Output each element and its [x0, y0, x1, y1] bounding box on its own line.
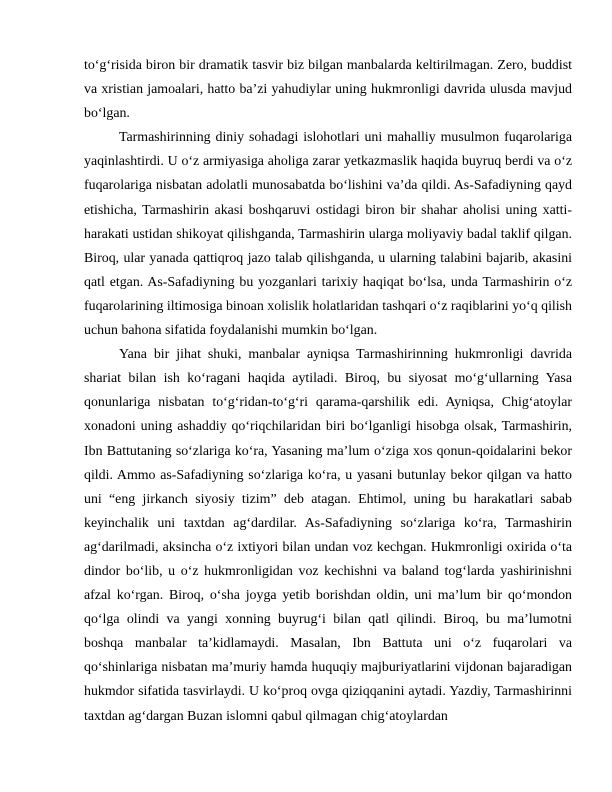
- paragraph-1: to‘g‘risida biron bir dramatik tasvir biz bilgan manbalarda keltirilmagan. Zero, buddist va xristian jamoalari, hatto ba’zi yahudiylar uning hukmronligi davrida ulusda mavjud bo‘lgan.: [84, 58, 572, 122]
- document-page: [84, 54, 572, 729]
- paragraph-2: Tarmashirinning diniy sohadagi islohotlari uni mahalliy musulmon fuqarolariga yaqinlashtirdi. U o‘z armiyasiga aholiga zarar yetkazmaslik haqida buyruq berdi va o‘z fuqarolariga nisbatan adolatli munosabatda bo‘lishini va’da qildi. As-Safadiyning qayd etishicha, Tarmashirin akasi boshqaruvi ostidagi biron bir shahar aholisi uning xatti-harakati ustidan shikoyat qilishganda, Tarmashirin ularga moliyaviy badal taklif qilgan. Biroq, ular yanada qattiqroq jazo talab qilishganda, u ularning talabini bajarib, akasini qatl etgan. As-Safadiyning bu yozganlari tarixiy haqiqat bo‘lsa, unda Tarmashirin o‘z fuqarolarining iltimosiga binoan xolislik holatlaridan tashqari o‘z raqiblarini yo‘q qilish uchun bahona sifatida foydalanishi mumkin bo‘lgan.: [84, 130, 572, 339]
- paragraph-3: Yana bir jihat shuki, manbalar ayniqsa Tarmashirinning hukmronligi davrida shariat bilan ish ko‘ragani haqida aytiladi. Biroq, bu siyosat mo‘g‘ullarning Yasa qonunlariga nisbatan to‘g‘ridan-to‘g‘ri qarama-qarshilik edi. Ayniqsa, Chig‘atoylar xonadoni uning ashaddiy qo‘riqchilaridan biri bo‘lganligi hisobga olsak, Tarmashirin, Ibn Battutaning so‘zlariga ko‘ra, Yasaning ma’lum o‘ziga xos qonun-qoidalarini bekor qildi. Ammo as-Safadiyning so‘zlariga ko‘ra, u yasani butunlay bekor qilgan va hatto uni “eng jirkanch siyosiy tizim” deb atagan. Ehtimol, uning bu harakatlari sabab keyinchalik uni taxtdan ag‘dardilar. As-Safadiyning so‘zlariga ko‘ra, Tarmashirin ag‘darilmadi, aksincha o‘z ixtiyori bilan undan voz kechgan. Hukmronligi oxirida o‘ta dindor bo‘lib, u o‘z hukmronligidan voz kechishni va baland tog‘larda yashirinishni afzal ko‘rgan. Biroq, o‘sha joyga yetib borishdan oldin, uni ma’lum bir qo‘mondon qo‘lga olindi va yangi xonning buyrug‘i bilan qatl qilindi. Biroq, bu ma’lumotni boshqa manbalar ta’kidlamaydi. Masalan, Ibn Battuta uni o‘z fuqarolari va qo‘shinlariga nisbatan ma’muriy hamda huquqiy majburiyatlarini vijdonan bajaradigan hukmdor sifatida tasvirlaydi. U ko‘proq ovga qiziqqanini aytadi. Yazdiy, Tarmashirinni taxtdan ag‘dargan Buzan islomni qabul qilmagan chig‘atoylardan: [84, 347, 572, 724]
